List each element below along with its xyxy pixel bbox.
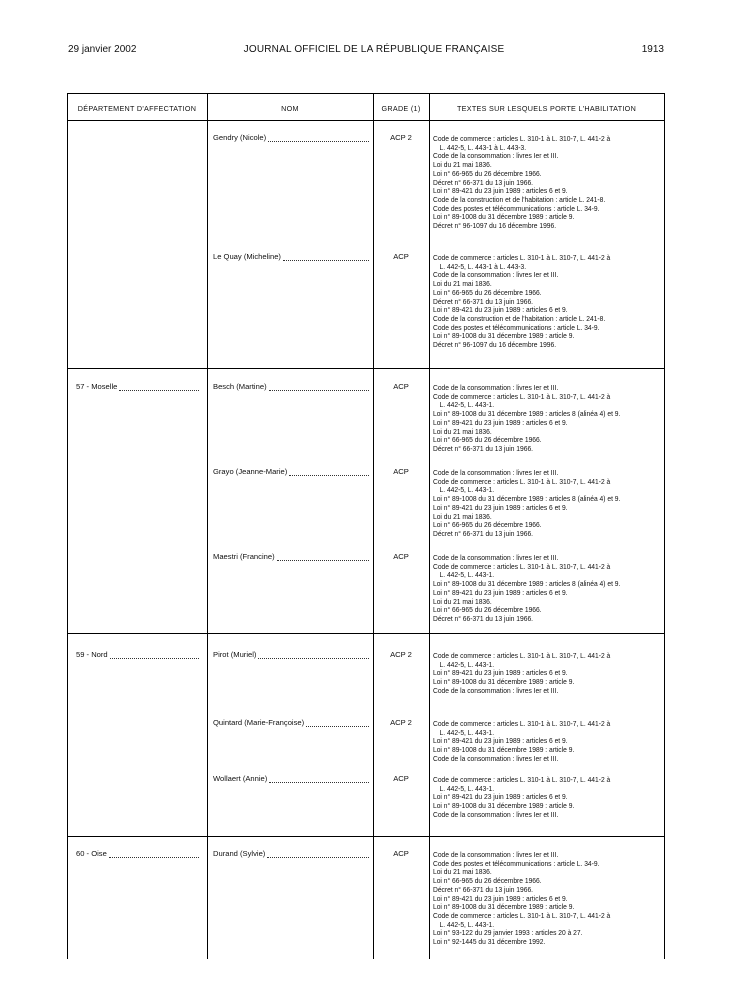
texte-line: Code de commerce : articles L. 310-1 à L. 310-7, L. 441-2 à — [433, 652, 611, 660]
texte-line: L. 442-5, L. 443-1 à L. 443-3. — [439, 262, 527, 271]
column-divider-2 — [373, 93, 374, 959]
column-divider-1 — [207, 93, 208, 959]
texte-line: Décret n° 66-371 du 13 juin 1966. — [433, 444, 534, 453]
textes-cell — [433, 652, 643, 696]
grade-cell: ACP — [393, 774, 409, 783]
texte-line: L. 442-5, L. 443-1. — [439, 784, 495, 793]
issue-date: 29 janvier 2002 — [68, 44, 137, 55]
texte-line: Code de la consommation : livres Ier et III. — [433, 152, 559, 161]
texte-line: Code de commerce : articles L. 310-1 à L. 310-7, L. 441-2 à — [433, 720, 611, 728]
texte-line: Code de commerce : articles L. 310-1 à L. 310-7, L. 441-2 à — [433, 911, 611, 920]
texte-line: Code des postes et télécommunications : article L. 34-9. — [433, 323, 600, 332]
departement-cell: 57 - Moselle — [76, 382, 118, 391]
journal-title: JOURNAL OFFICIEL DE LA RÉPUBLIQUE FRANÇAISE — [243, 44, 505, 55]
name-cell: Besch (Martine) — [213, 382, 267, 391]
texte-line: L. 442-5, L. 443-1. — [439, 401, 495, 410]
column-divider-3 — [429, 93, 430, 959]
leader-dots — [277, 560, 369, 561]
texte-line: Code de commerce : articles L. 310-1 à L. 310-7, L. 441-2 à — [433, 477, 611, 486]
texte-line: Loi n° 66-965 du 26 décembre 1966. — [433, 436, 542, 445]
textes-cell — [433, 776, 643, 820]
texte-line: Code de commerce : articles L. 310-1 à L. 310-7, L. 441-2 à — [433, 392, 611, 401]
texte-line: Code de la consommation : livres Ier et III. — [433, 851, 559, 859]
grade-cell: ACP 2 — [390, 133, 412, 142]
texte-line: Code de la consommation : livres Ier et III. — [433, 754, 559, 763]
name-cell: Quintard (Marie-Françoise) — [213, 718, 305, 727]
texte-line: Code de la consommation : livres Ier et III. — [433, 810, 559, 819]
texte-line: Loi n° 89-1008 du 31 décembre 1989 : article 9. — [433, 332, 575, 341]
texte-line: Décret n° 96-1097 du 16 décembre 1996. — [433, 222, 557, 231]
texte-line: Décret n° 66-371 du 13 juin 1966. — [433, 178, 534, 187]
texte-line: Code des postes et télécommunications : article L. 34-9. — [433, 204, 600, 213]
texte-line: Loi n° 89-1008 du 31 décembre 1989 : article 9. — [433, 678, 575, 687]
texte-line: L. 442-5, L. 443-1. — [439, 728, 495, 737]
texte-line: Loi du 21 mai 1836. — [433, 427, 492, 436]
leader-dots — [289, 475, 369, 476]
column-header-departement: DÉPARTEMENT D'AFFECTATION — [77, 104, 197, 113]
grade-cell: ACP 2 — [390, 650, 412, 659]
texte-line: Décret n° 66-371 du 13 juin 1966. — [433, 297, 534, 306]
texte-line: L. 442-5, L. 443-1. — [439, 486, 495, 495]
texte-line: Loi n° 66-965 du 26 décembre 1966. — [433, 521, 542, 530]
texte-line: L. 442-5, L. 443-1. — [439, 660, 495, 669]
leader-dots — [109, 857, 199, 858]
texte-line: Loi n° 89-1008 du 31 décembre 1989 : articles 8 (alinéa 4) et 9. — [433, 495, 621, 504]
leader-dots — [110, 658, 199, 659]
leader-dots — [269, 782, 369, 783]
leader-dots — [258, 658, 369, 659]
texte-line: Loi n° 89-421 du 23 juin 1989 : articles 6 et 9. — [433, 187, 568, 196]
texte-line: Loi n° 66-965 du 26 décembre 1966. — [433, 169, 542, 178]
texte-line: Code des postes et télécommunications : article L. 34-9. — [433, 859, 600, 868]
header-row-divider — [67, 120, 664, 121]
texte-line: Décret n° 66-371 du 13 juin 1966. — [433, 885, 534, 894]
texte-line: Loi n° 89-421 du 23 juin 1989 : articles 6 et 9. — [433, 894, 568, 903]
texte-line: Code de la construction et de l'habitation : article L. 241-8. — [433, 314, 606, 323]
name-cell: Durand (Sylvie) — [213, 849, 266, 858]
table-border-left — [67, 93, 68, 959]
textes-cell — [433, 254, 643, 350]
texte-line: Code de la consommation : livres Ier et III. — [433, 686, 559, 695]
grade-cell: ACP 2 — [390, 718, 412, 727]
name-cell: Grayo (Jeanne-Marie) — [213, 467, 288, 476]
name-cell: Wollaert (Annie) — [213, 774, 268, 783]
grade-cell: ACP — [393, 252, 409, 261]
textes-cell — [433, 554, 643, 624]
page-header — [0, 44, 748, 58]
texte-line: Loi du 21 mai 1836. — [433, 868, 492, 877]
textes-cell — [433, 851, 643, 947]
texte-line: Loi n° 89-421 du 23 juin 1989 : articles 6 et 9. — [433, 306, 568, 315]
texte-line: L. 442-5, L. 443-1. — [439, 920, 495, 929]
leader-dots — [268, 141, 369, 142]
leader-dots — [306, 726, 369, 727]
column-header-nom: NOM — [281, 104, 299, 113]
texte-line: Loi n° 89-1008 du 31 décembre 1989 : article 9. — [433, 213, 575, 222]
texte-line: Loi n° 89-421 du 23 juin 1989 : articles 6 et 9. — [433, 737, 568, 746]
texte-line: Loi n° 89-421 du 23 juin 1989 : articles 6 et 9. — [433, 669, 568, 678]
name-cell: Maestri (Francine) — [213, 552, 275, 561]
column-header-textes: TEXTES SUR LESQUELS PORTE L'HABILITATION — [456, 104, 637, 113]
textes-cell — [433, 720, 643, 764]
texte-line: Loi n° 89-1008 du 31 décembre 1989 : article 9. — [433, 802, 575, 811]
texte-line: Code de commerce : articles L. 310-1 à L. 310-7, L. 441-2 à — [433, 776, 611, 784]
column-header-grade: GRADE (1) — [381, 104, 421, 113]
grade-cell: ACP — [393, 467, 409, 476]
texte-line: Loi n° 89-1008 du 31 décembre 1989 : article 9. — [433, 903, 575, 912]
texte-line: Loi n° 89-421 du 23 juin 1989 : articles 6 et 9. — [433, 503, 568, 512]
departement-cell: 60 - Oise — [76, 849, 107, 858]
texte-line: Décret n° 96-1097 du 16 décembre 1996. — [433, 341, 557, 350]
texte-line: Loi n° 92-1445 du 31 décembre 1992. — [433, 938, 546, 947]
texte-line: Loi n° 89-421 du 23 juin 1989 : articles 6 et 9. — [433, 588, 568, 597]
leader-dots — [119, 390, 199, 391]
texte-line: Code de commerce : articles L. 310-1 à L. 310-7, L. 441-2 à — [433, 562, 611, 571]
leader-dots — [269, 390, 369, 391]
texte-line: Code de commerce : articles L. 310-1 à L. 310-7, L. 441-2 à — [433, 135, 611, 143]
name-cell: Le Quay (Micheline) — [213, 252, 281, 261]
name-cell: Gendry (Nicole) — [213, 133, 267, 142]
texte-line: Code de la consommation : livres Ier et III. — [433, 554, 559, 562]
section-divider-nord — [67, 633, 664, 634]
table-border-right — [664, 93, 665, 959]
page-number: 1913 — [641, 44, 664, 55]
grade-cell: ACP — [393, 382, 409, 391]
texte-line: Loi n° 89-421 du 23 juin 1989 : articles 6 et 9. — [433, 793, 568, 802]
texte-line: Code de commerce : articles L. 310-1 à L. 310-7, L. 441-2 à — [433, 254, 611, 262]
grade-cell: ACP — [393, 552, 409, 561]
texte-line: Loi n° 93-122 du 29 janvier 1993 : articles 20 à 27. — [433, 929, 583, 938]
table-border-top — [67, 93, 664, 94]
texte-line: Loi n° 66-965 du 26 décembre 1966. — [433, 288, 542, 297]
texte-line: Loi n° 89-1008 du 31 décembre 1989 : articles 8 (alinéa 4) et 9. — [433, 580, 621, 589]
textes-cell — [433, 384, 643, 454]
departement-cell: 59 - Nord — [76, 650, 108, 659]
texte-line: Décret n° 66-371 du 13 juin 1966. — [433, 614, 534, 623]
texte-line: Loi n° 89-1008 du 31 décembre 1989 : articles 8 (alinéa 4) et 9. — [433, 410, 621, 419]
texte-line: Loi n° 66-965 du 26 décembre 1966. — [433, 606, 542, 615]
texte-line: Loi du 21 mai 1836. — [433, 597, 492, 606]
texte-line: Décret n° 66-371 du 13 juin 1966. — [433, 529, 534, 538]
texte-line: Code de la consommation : livres Ier et III. — [433, 384, 559, 392]
texte-line: L. 442-5, L. 443-1 à L. 443-3. — [439, 143, 527, 152]
texte-line: Code de la consommation : livres Ier et III. — [433, 469, 559, 477]
texte-line: Code de la consommation : livres Ier et III. — [433, 271, 559, 280]
grade-cell: ACP — [393, 849, 409, 858]
leader-dots — [267, 857, 369, 858]
texte-line: Loi du 21 mai 1836. — [433, 161, 492, 170]
leader-dots — [283, 260, 369, 261]
texte-line: Loi du 21 mai 1836. — [433, 280, 492, 289]
texte-line: Loi n° 89-1008 du 31 décembre 1989 : article 9. — [433, 746, 575, 755]
textes-cell — [433, 135, 643, 231]
texte-line: Loi n° 66-965 du 26 décembre 1966. — [433, 877, 542, 886]
texte-line: Loi du 21 mai 1836. — [433, 512, 492, 521]
texte-line: Code de la construction et de l'habitation : article L. 241-8. — [433, 195, 606, 204]
name-cell: Pirot (Muriel) — [213, 650, 257, 659]
section-divider-oise — [67, 836, 664, 837]
section-divider-moselle — [67, 368, 664, 369]
textes-cell — [433, 469, 643, 539]
texte-line: Loi n° 89-421 du 23 juin 1989 : articles 6 et 9. — [433, 418, 568, 427]
habilitation-table — [67, 93, 664, 959]
texte-line: L. 442-5, L. 443-1. — [439, 571, 495, 580]
